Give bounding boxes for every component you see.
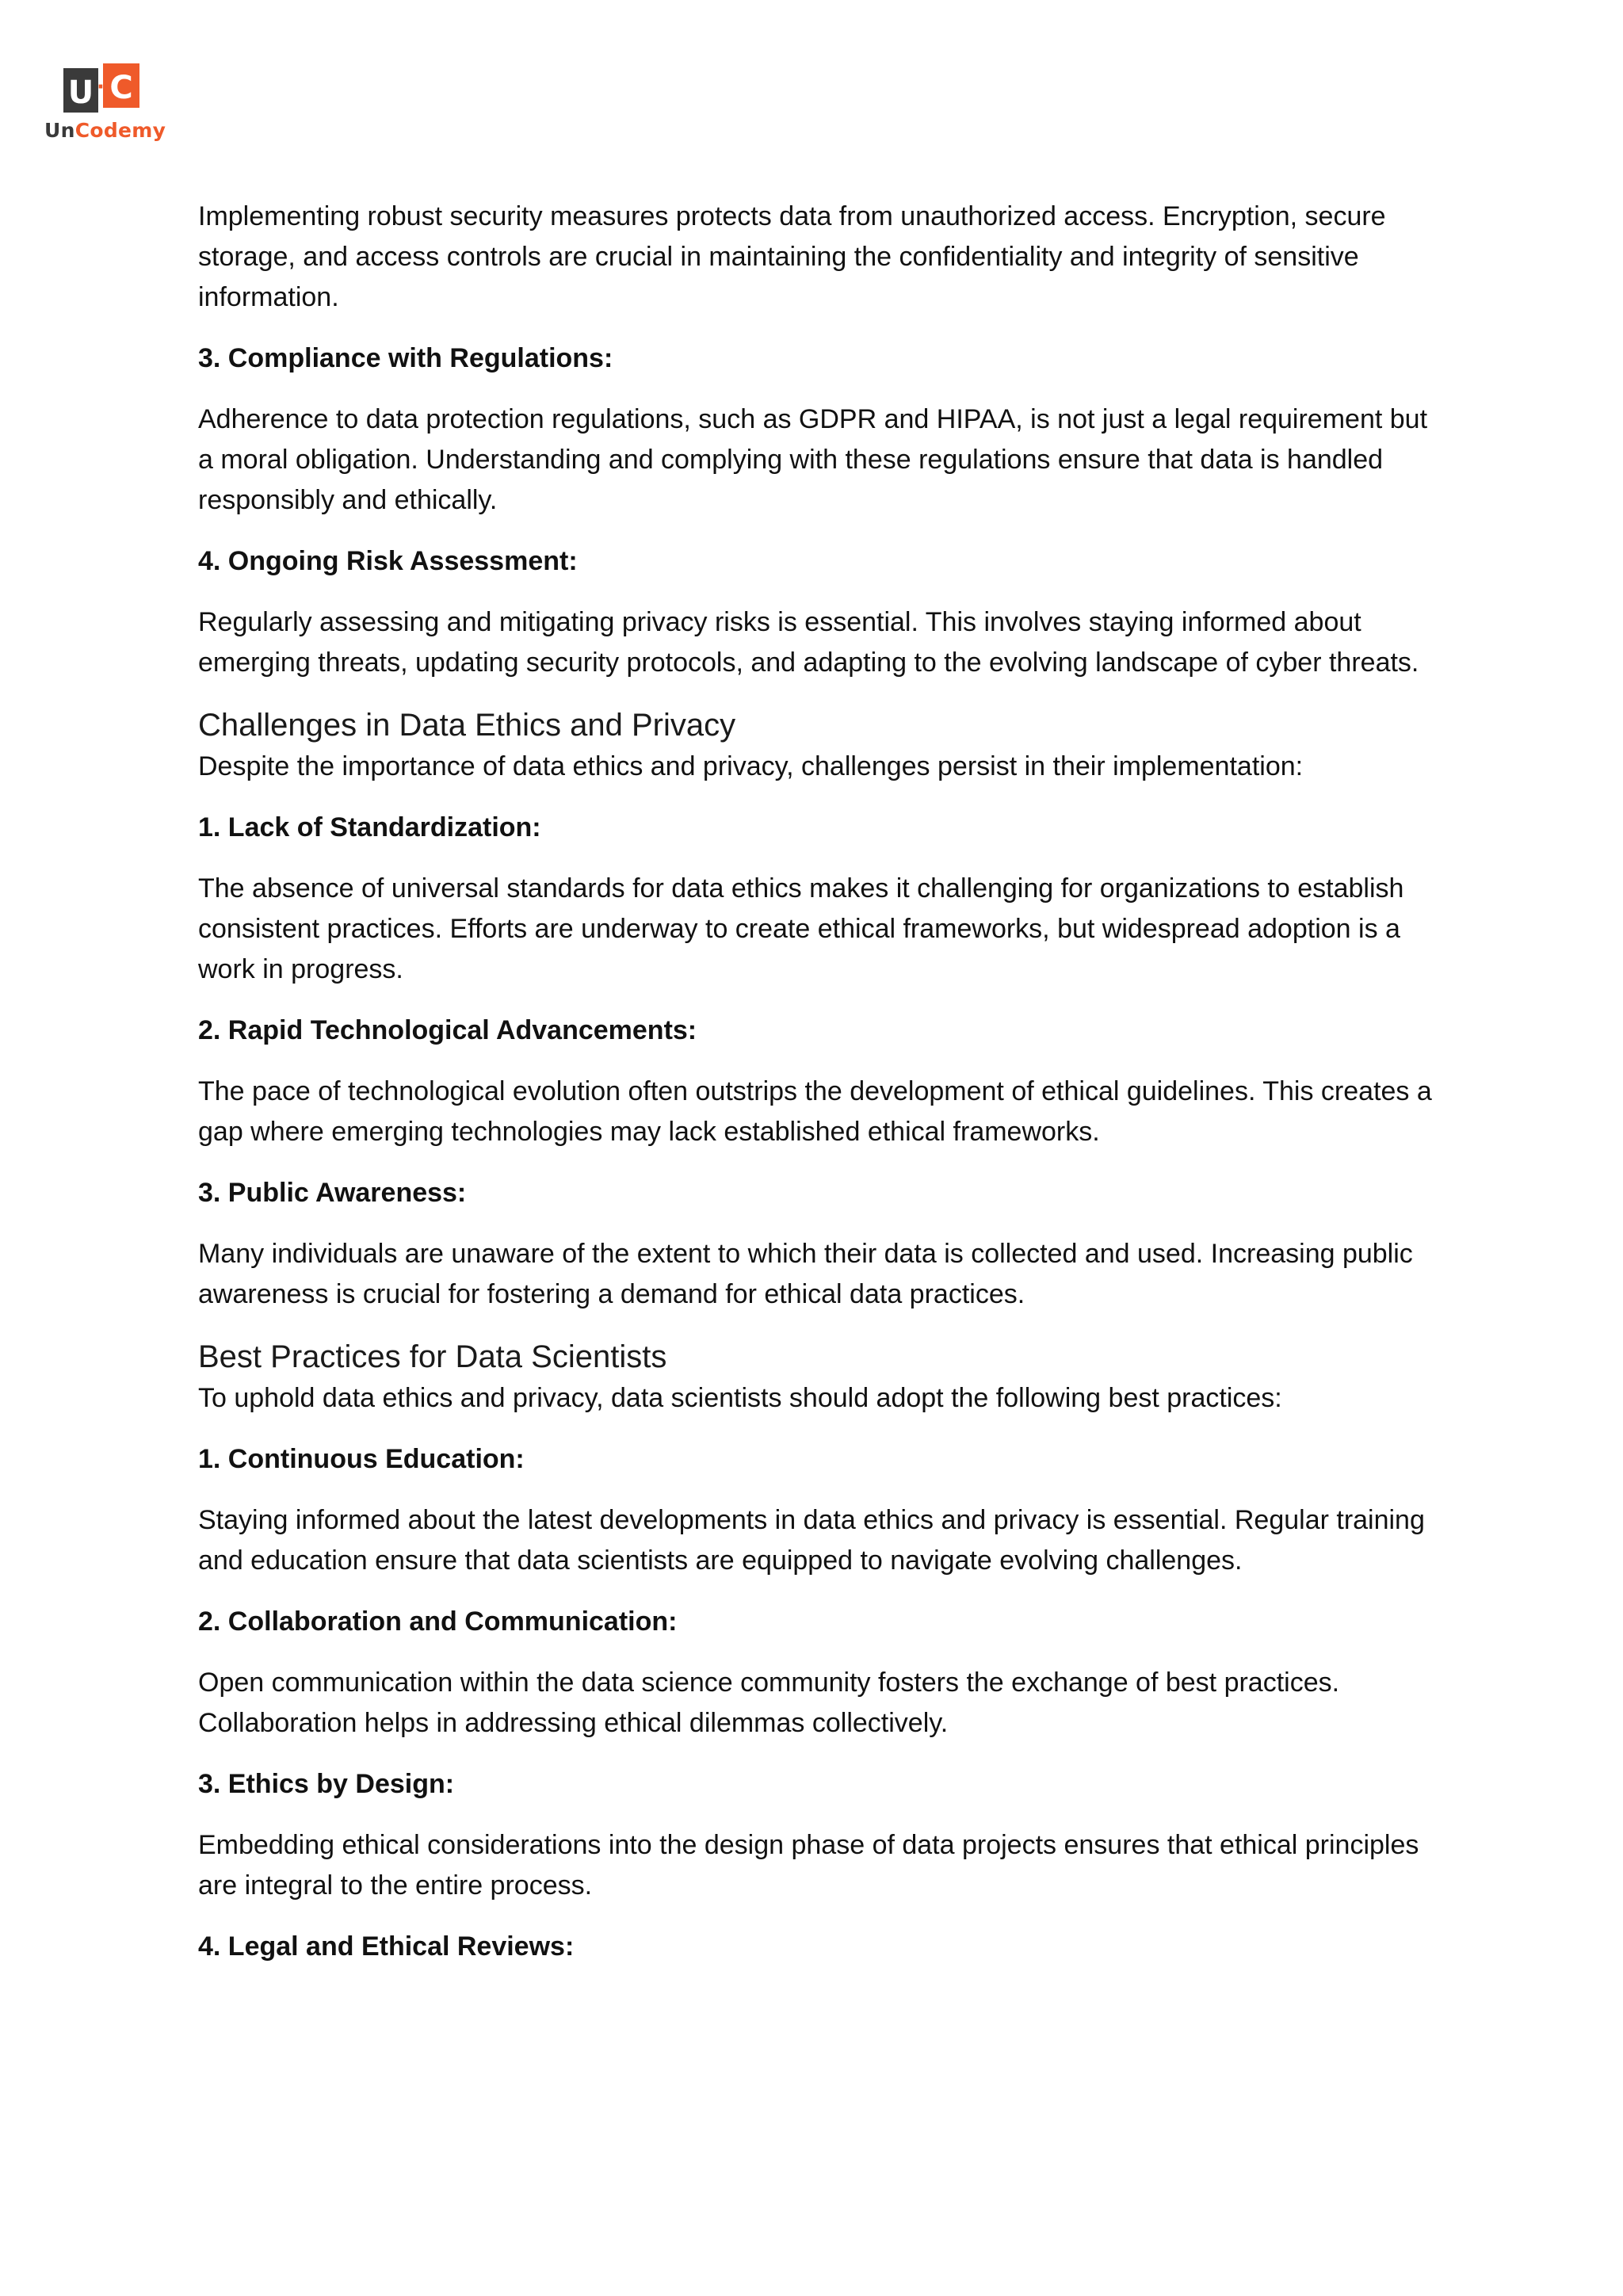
heading-compliance: 3. Compliance with Regulations: [198,343,613,373]
logo-mark-dot: · [97,75,105,99]
paragraph-public-awareness: Many individuals are unaware of the extent to which their data is collected and used. Increasing public awareness is crucial for fostering a demand for ethical data practices. [198,1239,1413,1309]
paragraph-collaboration: Open communication within the data science community fosters the exchange of best practices. Collaboration helps in addressing ethical dilemmas collectively. [198,1668,1340,1738]
heading-legal-ethical-reviews: 4. Legal and Ethical Reviews: [198,1931,575,1962]
section-title-challenges: Challenges in Data Ethics and Privacy [198,708,736,743]
paragraph-risk-assessment: Regularly assessing and mitigating privacy risks is essential. This involves staying informed about emerging threats, updating security protocols, and adapting to the evolving landscape of cyber threats. [198,607,1419,678]
section-intro-best-practices: To uphold data ethics and privacy, data scientists should adopt the following best practices: [198,1383,1282,1413]
logo-mark-c: C [109,70,133,106]
logo-mark-u: U [67,74,94,111]
section-title-best-practices: Best Practices for Data Scientists [198,1339,667,1374]
paragraph-tech-advancements: The pace of technological evolution often outstrips the development of ethical guidelines. This creates a gap where emerging technologies may lack established ethical frameworks. [198,1076,1432,1147]
logo-wordmark [44,119,171,142]
uncodemy-logo [44,63,171,151]
heading-standardization: 1. Lack of Standardization: [198,812,541,842]
logo-word-codemy: Codemy [74,119,166,142]
heading-continuous-education: 1. Continuous Education: [198,1444,525,1474]
heading-ethics-by-design: 3. Ethics by Design: [198,1769,455,1799]
paragraph-standardization: The absence of universal standards for data ethics makes it challenging for organizations to establish consistent practices. Efforts are underway to create ethical frameworks, but widespread adoption is a work in progress. [198,873,1404,984]
paragraph-ethics-by-design: Embedding ethical considerations into the design phase of data projects ensures that ethical principles are integral to the entire process. [198,1830,1419,1901]
document-body [198,197,1434,1988]
paragraph-security-measures: Implementing robust security measures protects data from unauthorized access. Encryption, secure storage, and access controls are crucial in maintaining the confidentiality and integrity of sensitive information. [198,201,1386,312]
heading-collaboration: 2. Collaboration and Communication: [198,1606,678,1637]
uc-logo-mark [63,63,139,113]
heading-tech-advancements: 2. Rapid Technological Advancements: [198,1015,697,1045]
logo-word-un: Un [44,119,75,142]
paragraph-continuous-education: Staying informed about the latest developments in data ethics and privacy is essential. Regular training and education ensure that data scientists are equipped to navigate evolving challenges. [198,1505,1425,1576]
section-intro-challenges: Despite the importance of data ethics and privacy, challenges persist in their implementation: [198,751,1304,781]
paragraph-compliance: Adherence to data protection regulations, such as GDPR and HIPAA, is not just a legal requirement but a moral obligation. Understanding and complying with these regulations ensure that data is handled responsibly and ethically. [198,404,1428,515]
heading-risk-assessment: 4. Ongoing Risk Assessment: [198,546,578,576]
heading-public-awareness: 3. Public Awareness: [198,1178,467,1208]
